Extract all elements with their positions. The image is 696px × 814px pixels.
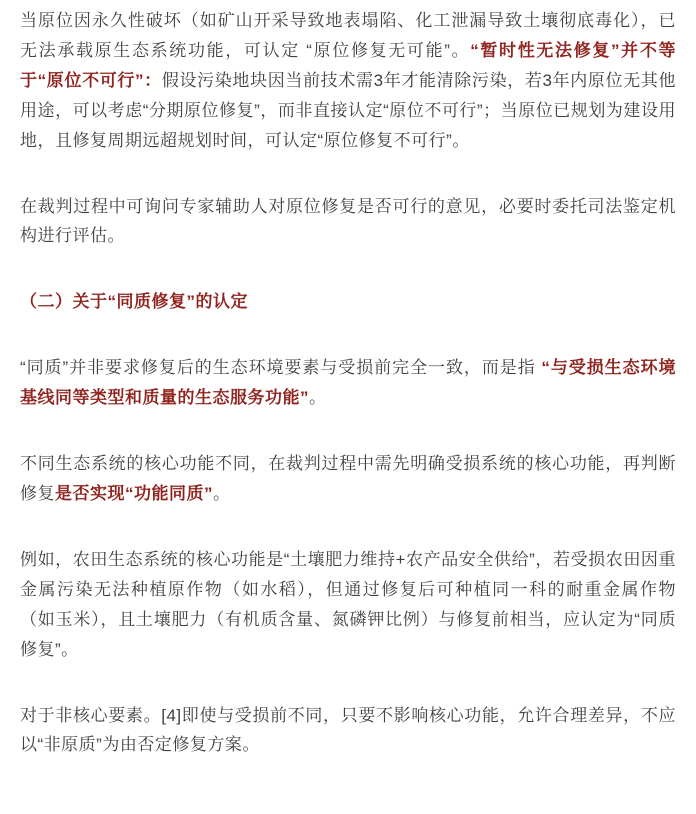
- paragraph: [20, 449, 676, 509]
- section-heading: [20, 287, 676, 317]
- emphasis-run: 是否实现“功能同质”: [55, 483, 213, 503]
- text-run: 对于非核心要素。[4]即使与受损前不同，只要不影响核心功能，允许合理差异，不应以“非原质”为由否定修复方案。: [20, 705, 676, 755]
- text-run: 假设污染地块因当前技术需3年才能清除污染，若3年内原位无其他用途，可以考虑“分期原位修复”，而非直接认定“原位不可行”；当原位已规划为建设用地，且修复周期远超规划时间，可认定“原位修复不可行”。: [20, 70, 676, 150]
- text-run: “同质”并非要求修复后的生态环境要素与受损前完全一致，而是指: [20, 358, 542, 378]
- section-heading-text: （二）关于“同质修复”的认定: [20, 292, 248, 312]
- text-run: 例如，农田生态系统的核心功能是“土壤肥力维持+农产品安全供给”，若受损农田因重金属污染无法种植原作物（如水稻），但通过修复后可种植同一科的耐重金属作物（如玉米），且土壤肥力（有机质含量、氮磷钾比例）与修复前相当，应认定为“同质修复”。: [20, 549, 676, 659]
- text-run: 。: [309, 388, 327, 408]
- text-run: 。: [213, 483, 231, 503]
- text-run: 在裁判过程中可询问专家辅助人对原位修复是否可行的意见，必要时委托司法鉴定机构进行评估。: [20, 196, 676, 246]
- paragraph: [20, 6, 676, 156]
- paragraph: [20, 353, 676, 413]
- paragraph: [20, 701, 676, 761]
- paragraph: [20, 192, 676, 252]
- emphasis-run: “暂时性无法修复”并不等于“原位不可行”：: [20, 40, 677, 90]
- paragraph: [20, 545, 676, 665]
- emphasis-run: “与受损生态环境基线同等类型和质量的生态服务功能”: [20, 358, 676, 408]
- text-run: 当原位因永久性破坏（如矿山开采导致地表塌陷、化工泄漏导致土壤彻底毒化），已无法承载原生态系统功能，可认定 “原位修复无可能”。: [20, 11, 676, 60]
- text-run: 不同生态系统的核心功能不同，在裁判过程中需先明确受损系统的核心功能，再判断修复: [20, 454, 676, 503]
